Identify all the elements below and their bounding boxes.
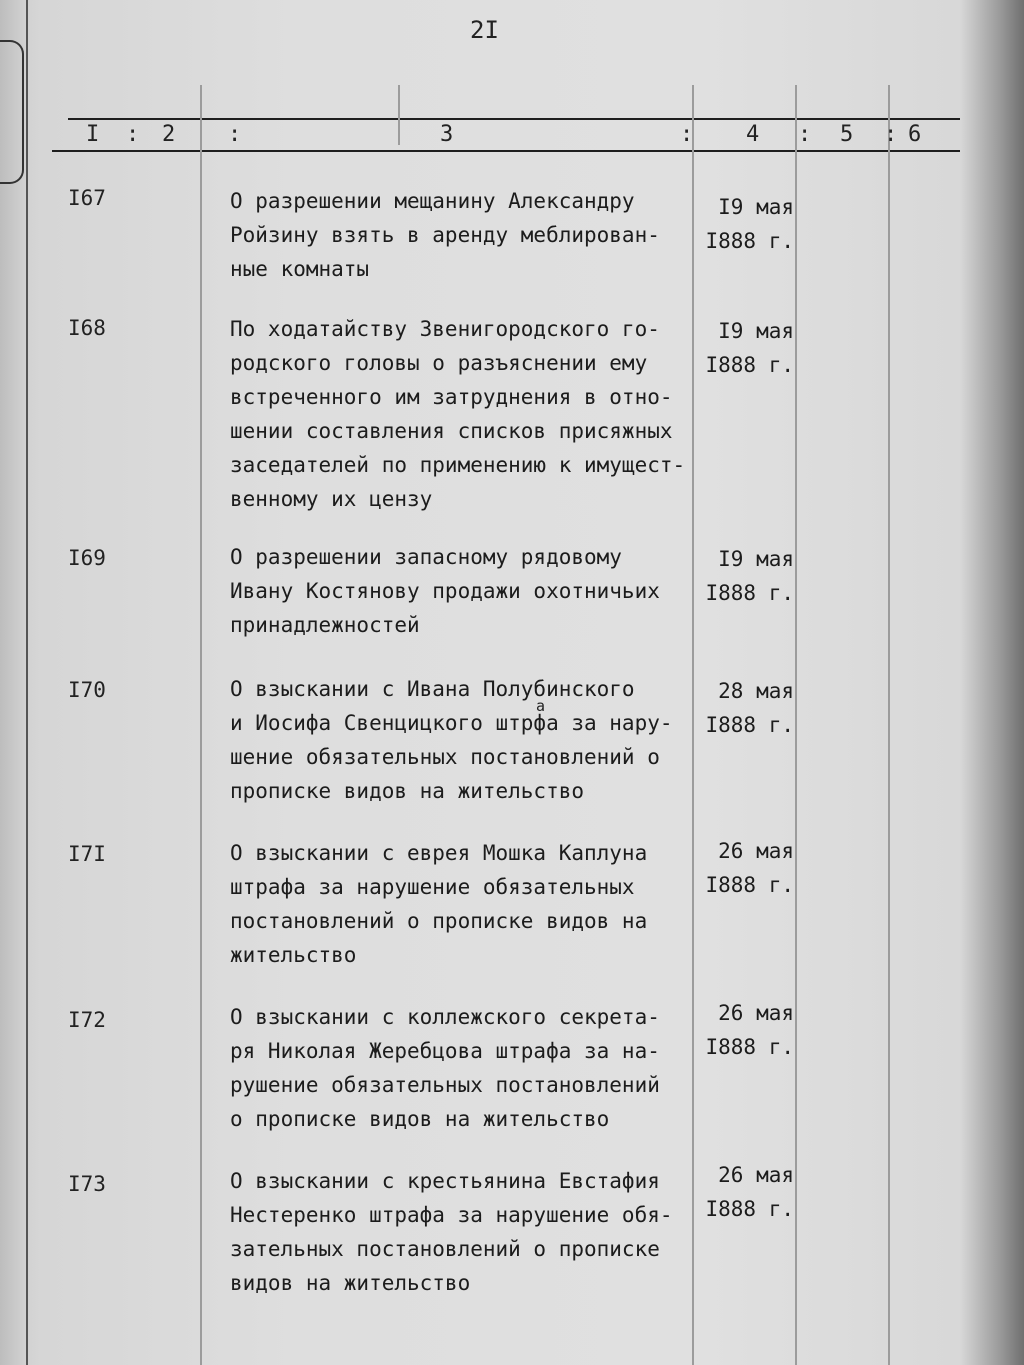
- column-head-1: I: [86, 122, 100, 147]
- binding-edge: [0, 0, 28, 1365]
- entry-description: О взыскании с Ивана Полубинского и Иосифа Свенцицкого штрфа за нару- шение обязательных постановлений о прописке видов на жительство: [230, 677, 673, 803]
- column-sep: :: [884, 122, 898, 147]
- column-divider-5-6: [888, 85, 890, 1365]
- column-head-4: 4: [746, 122, 760, 147]
- entry-date: 26 мая I888 г.: [705, 1001, 794, 1059]
- entry-number: I73: [68, 1172, 106, 1196]
- column-divider-4-5: [795, 85, 797, 1365]
- column-sep: :: [126, 122, 140, 147]
- entry-description: О взыскании с крестьянина Евстафия Нестеренко штрафа за нарушение обя- зательных постановлений о прописке видов на жительство: [230, 1169, 673, 1295]
- column-divider-inner: [398, 85, 400, 145]
- column-sep: :: [798, 122, 812, 147]
- binding-tab: [0, 40, 24, 184]
- column-head-3: 3: [440, 122, 454, 147]
- column-head-6: 6: [908, 122, 922, 147]
- header-rule-bottom: [52, 150, 960, 152]
- column-head-5: 5: [840, 122, 854, 147]
- column-divider-2-3: [200, 85, 202, 1365]
- entry-number: I69: [68, 546, 106, 570]
- column-sep: :: [228, 122, 242, 147]
- entry-date: 26 мая I888 г.: [705, 839, 794, 897]
- entry-number: I67: [68, 186, 106, 210]
- entry-description: О взыскании с еврея Мошка Каплуна штрафа за нарушение обязательных постановлений о прописке видов на жительство: [230, 841, 648, 967]
- entry-date: I9 мая I888 г.: [705, 547, 794, 605]
- entry-date: 26 мая I888 г.: [705, 1163, 794, 1221]
- column-head-2: 2: [162, 122, 176, 147]
- entry-number: I70: [68, 678, 106, 702]
- column-sep: :: [680, 122, 694, 147]
- entry-description: По ходатайству Звенигородского го- родского головы о разъяснении ему встреченного им затруднения в отно- шении составления списков присяжных заседателей по применению к имущест- венному их цензу: [230, 317, 686, 511]
- handwritten-correction: а: [536, 697, 546, 715]
- entry-description: О разрешении мещанину Александру Ройзину взять в аренду меблирован- ные комнаты: [230, 189, 660, 281]
- entry-date: I9 мая I888 г.: [705, 195, 794, 253]
- entry-number: I72: [68, 1008, 106, 1032]
- page-number: 2I: [470, 16, 499, 44]
- entry-description: О взыскании с коллежского секрета- ря Николая Жеребцова штрафа за на- рушение обязательных постановлений о прописке видов на жительство: [230, 1005, 660, 1131]
- entry-description: О разрешении запасному рядовому Ивану Костянову продажи охотничьих принадлежностей: [230, 545, 660, 637]
- entry-date: I9 мая I888 г.: [705, 319, 794, 377]
- entry-number: I68: [68, 316, 106, 340]
- entry-number: I7I: [68, 842, 106, 866]
- entry-date: 28 мая I888 г.: [705, 679, 794, 737]
